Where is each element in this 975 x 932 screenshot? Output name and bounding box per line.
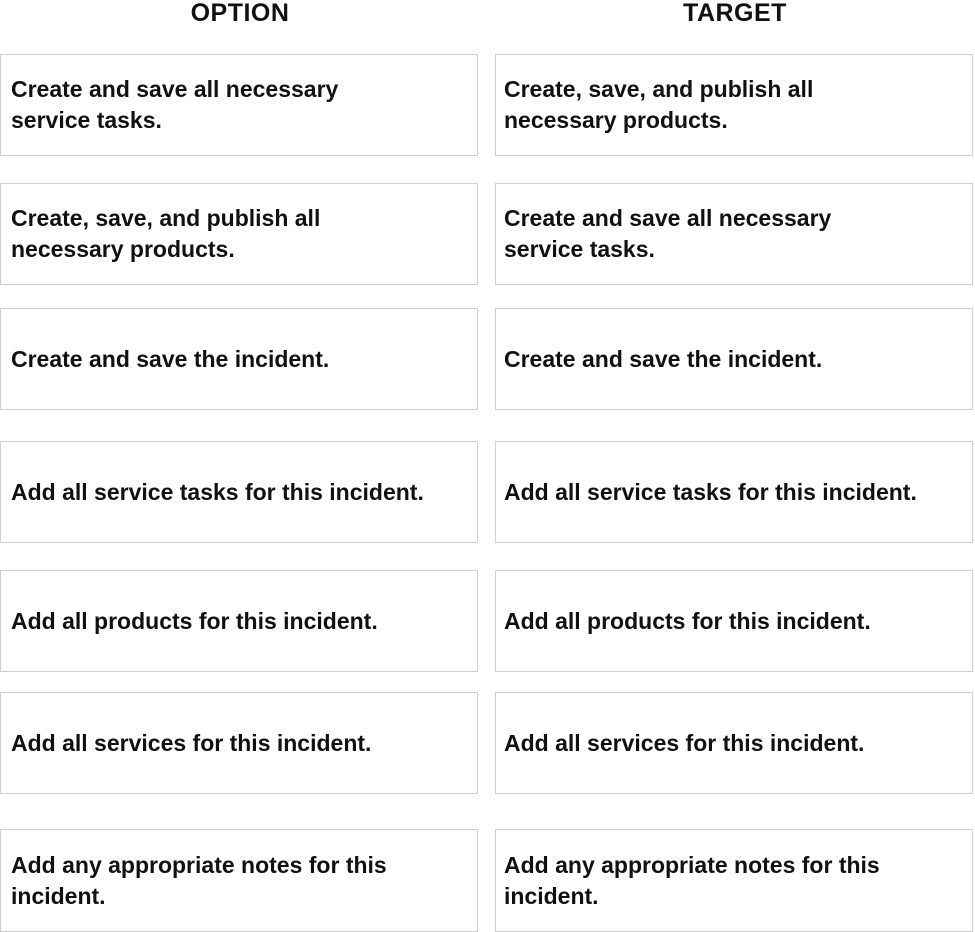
option-item-label: Add all service tasks for this incident.	[11, 478, 424, 505]
option-item-label: Add any appropriate notes for this incident.	[11, 851, 387, 909]
target-slot[interactable]	[495, 183, 973, 285]
target-slot-label: Create, save, and publish all necessary products.	[504, 76, 814, 133]
target-slot[interactable]	[495, 570, 973, 672]
option-item[interactable]	[0, 829, 478, 932]
target-slot-label: Add any appropriate notes for this incident.	[504, 851, 880, 909]
option-item[interactable]	[0, 308, 478, 410]
option-item[interactable]	[0, 570, 478, 672]
target-slot[interactable]	[495, 829, 973, 932]
option-item-label: Create and save all necessary service tasks.	[11, 76, 339, 133]
option-item[interactable]	[0, 183, 478, 285]
target-slot[interactable]	[495, 441, 973, 543]
option-item-label: Create, save, and publish all necessary products.	[11, 205, 321, 262]
target-column-header: TARGET	[683, 0, 787, 27]
target-slot-label: Create and save all necessary service tasks.	[504, 205, 832, 262]
option-item-label: Add all products for this incident.	[11, 607, 378, 634]
target-slot-label: Add all services for this incident.	[504, 729, 865, 756]
option-item[interactable]	[0, 54, 478, 156]
target-column	[495, 0, 975, 932]
option-column	[0, 0, 480, 932]
target-slot[interactable]	[495, 54, 973, 156]
option-item-label: Add all services for this incident.	[11, 729, 372, 756]
target-slot[interactable]	[495, 692, 973, 794]
option-item[interactable]	[0, 441, 478, 543]
target-slot-label: Add all service tasks for this incident.	[504, 478, 917, 505]
target-slot-label: Create and save the incident.	[504, 345, 823, 372]
option-item-label: Create and save the incident.	[11, 345, 330, 372]
option-column-header: OPTION	[190, 0, 290, 27]
target-slot[interactable]	[495, 308, 973, 410]
option-item[interactable]	[0, 692, 478, 794]
target-slot-label: Add all products for this incident.	[504, 607, 871, 634]
